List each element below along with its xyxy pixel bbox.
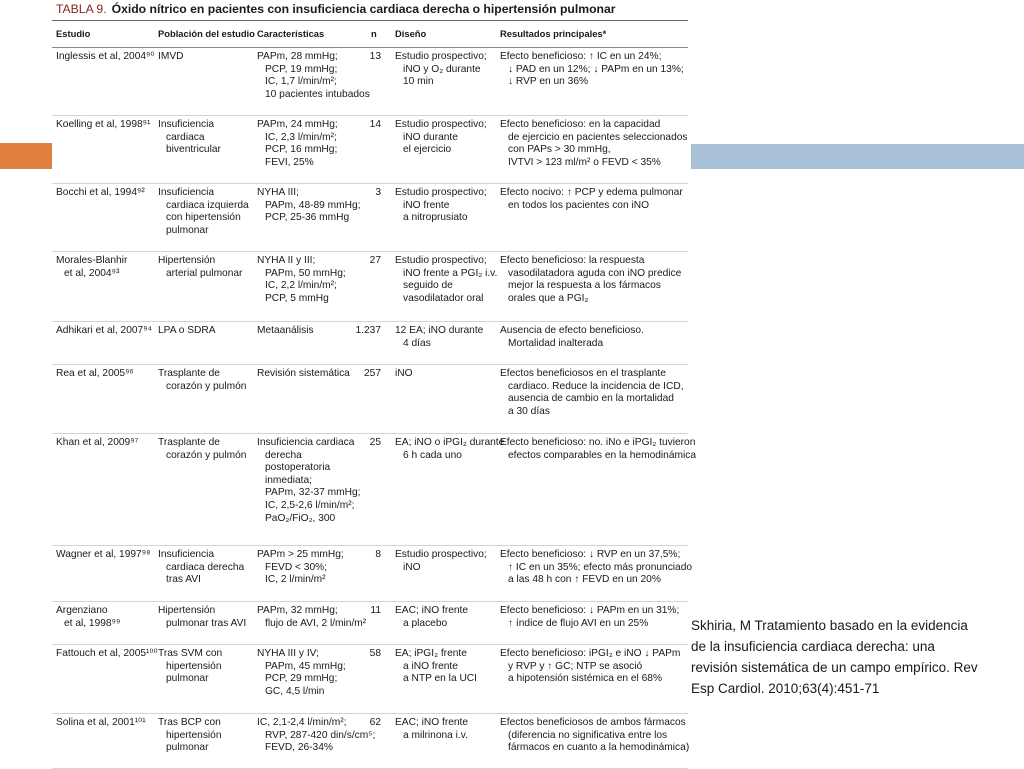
cell-poblacion-line: Tras BCP con	[158, 717, 221, 728]
cell-diseno-line: iNO	[395, 368, 413, 379]
cell-diseno	[395, 325, 483, 350]
cell-diseno-line: a placebo	[403, 617, 448, 629]
cell-resultados-line: orales que a PGI₂	[508, 292, 589, 304]
cell-diseno-line: Estudio prospectivo;	[395, 187, 487, 198]
cell-resultados-line: cardiaco. Reduce la incidencia de ICD,	[508, 380, 684, 392]
cell-resultados	[500, 549, 692, 587]
cell-diseno-line: iNO y O₂ durante	[403, 63, 481, 75]
cell-poblacion	[158, 325, 216, 338]
cell-resultados-line: y RVP y ↑ GC; NTP se asoció	[508, 660, 643, 672]
cell-caracteristicas-line: NYHA II y III;	[257, 255, 316, 266]
cell-caracteristicas	[257, 368, 350, 381]
cell-n: 1.237	[355, 325, 381, 336]
cell-diseno-line: EA; iNO o iPGI₂ durante	[395, 437, 505, 448]
cell-poblacion	[158, 648, 222, 686]
cell-resultados	[500, 437, 696, 462]
cell-caracteristicas	[257, 325, 314, 338]
cell-diseno-line: Estudio prospectivo;	[395, 119, 487, 130]
cell-poblacion	[158, 51, 183, 64]
cell-resultados-line: IVTVI > 123 ml/m² o FEVD < 35%	[508, 156, 661, 168]
cell-n: 62	[369, 717, 381, 728]
cell-caracteristicas-line: FEVD, 26-34%	[265, 742, 333, 754]
citation-text	[691, 615, 1021, 699]
cell-caracteristicas-line: IC, 2,1-2,4 l/min/m²;	[257, 717, 347, 728]
cell-diseno-line: 10 min	[403, 76, 434, 88]
cell-resultados-line: Efecto nocivo: ↑ PCP y edema pulmonar	[500, 187, 683, 198]
citation-line: Skhiria, M Tratamiento basado en la evidencia	[691, 618, 968, 633]
cell-estudio	[56, 325, 152, 338]
cell-estudio	[56, 255, 127, 280]
header-diseno: Diseño	[395, 28, 427, 39]
table-page	[52, 0, 697, 768]
cell-n: 8	[375, 549, 381, 560]
cell-poblacion-line: IMVD	[158, 51, 184, 62]
cell-estudio-line: Solina et al, 2001¹⁰¹	[56, 717, 146, 728]
table-row	[52, 183, 688, 252]
cell-poblacion-line: corazón y pulmón	[166, 380, 247, 392]
cell-caracteristicas-line: NYHA III y IV;	[257, 648, 319, 659]
cell-poblacion-line: Insuficiencia	[158, 187, 215, 198]
cell-diseno	[395, 187, 487, 225]
cell-caracteristicas-line: flujo de AVI, 2 l/min/m²	[265, 617, 367, 629]
table-row	[52, 601, 688, 645]
cell-resultados-line: ausencia de cambio en la mortalidad	[508, 393, 674, 405]
cell-estudio-line: Khan et al, 2009⁹⁷	[56, 437, 139, 448]
cell-poblacion-line: LPA o SDRA	[158, 325, 216, 336]
cell-estudio-line: Koelling et al, 1998⁹¹	[56, 119, 151, 130]
header-estudio: Estudio	[56, 28, 91, 39]
cell-diseno	[395, 648, 477, 686]
table-number: TABLA 9.	[56, 2, 107, 16]
cell-n: 58	[369, 648, 381, 659]
cell-diseno	[395, 549, 487, 574]
cell-diseno-line: Estudio prospectivo;	[395, 51, 487, 62]
orange-accent-bar	[0, 143, 52, 169]
cell-caracteristicas-line: IC, 2,3 l/min/m²;	[265, 131, 337, 143]
cell-caracteristicas-line: postoperatoria	[265, 462, 331, 474]
cell-diseno-line: EAC; iNO frente	[395, 717, 469, 728]
cell-diseno-line: iNO durante	[403, 131, 458, 143]
cell-diseno-line: EAC; iNO frente	[395, 605, 469, 616]
cell-diseno-line: seguido de	[403, 280, 453, 292]
cell-poblacion-line: Tras SVM con	[158, 648, 223, 659]
cell-n: 13	[369, 51, 381, 62]
cell-caracteristicas-line: PCP, 16 mmHg;	[265, 144, 338, 156]
table-row	[52, 545, 693, 602]
cell-caracteristicas-line: PAPm, 45 mmHg;	[265, 660, 346, 672]
cell-resultados	[500, 368, 684, 418]
cell-caracteristicas-line: PaO₂/FiO₂, 300	[265, 512, 336, 524]
cell-estudio-line: Wagner et al, 1997⁹⁸	[56, 549, 151, 560]
cell-diseno-line: Estudio prospectivo;	[395, 255, 487, 266]
cell-diseno-line: iNO frente	[403, 199, 450, 211]
citation-line: Esp Cardiol. 2010;63(4):451-71	[691, 681, 880, 696]
cell-resultados-line: ↑ índice de flujo AVI en un 25%	[508, 617, 649, 629]
cell-resultados-line: Ausencia de efecto beneficioso.	[500, 325, 644, 336]
cell-estudio-line: et al, 2004⁹³	[64, 267, 120, 279]
cell-diseno-line: a milrinona i.v.	[403, 729, 468, 741]
cell-resultados-line: mejor la respuesta a los fármacos	[508, 280, 661, 292]
cell-estudio-line: Bocchi et al, 1994⁹²	[56, 187, 145, 198]
cell-estudio	[56, 119, 150, 132]
cell-caracteristicas-line: PAPm, 48-89 mmHg;	[265, 199, 361, 211]
cell-diseno-line: iNO	[403, 561, 421, 573]
cell-estudio	[56, 51, 155, 64]
cell-caracteristicas-line: 10 pacientes intubados	[265, 88, 370, 100]
cell-diseno-line: a nitroprusiato	[403, 212, 468, 224]
cell-resultados	[500, 717, 689, 755]
cell-diseno-line: 12 EA; iNO durante	[395, 325, 484, 336]
cell-resultados-line: Mortalidad inalterada	[508, 337, 604, 349]
table-row	[52, 364, 688, 434]
cell-poblacion-line: pulmonar tras AVI	[166, 617, 247, 629]
cell-caracteristicas-line: IC, 2 l/min/m²	[265, 574, 326, 586]
cell-resultados-line: con PAPs > 30 mmHg,	[508, 144, 611, 156]
cell-caracteristicas-line: PAPm, 28 mmHg;	[257, 51, 338, 62]
blue-accent-bar	[691, 144, 1024, 169]
cell-diseno	[395, 255, 497, 305]
table-row	[52, 115, 688, 184]
table-row	[52, 251, 688, 322]
cell-poblacion-line: Insuficiencia	[158, 549, 215, 560]
cell-estudio-line: Fattouch et al, 2005¹⁰⁰	[56, 648, 158, 659]
cell-caracteristicas-line: IC, 1,7 l/min/m²;	[265, 76, 337, 88]
cell-resultados	[500, 605, 679, 630]
cell-n: 27	[369, 255, 381, 266]
cell-poblacion	[158, 187, 249, 237]
cell-poblacion-line: corazón y pulmón	[166, 449, 247, 461]
header-poblacion: Población del estudio	[158, 28, 255, 39]
cell-resultados-line: Efectos beneficiosos de ambos fármacos	[500, 717, 686, 728]
cell-poblacion-line: pulmonar	[166, 742, 209, 754]
cell-poblacion-line: cardiaca izquierda	[166, 199, 249, 211]
cell-resultados	[500, 51, 684, 89]
cell-caracteristicas-line: PCP, 5 mmHg	[265, 292, 329, 304]
cell-poblacion-line: Insuficiencia	[158, 119, 215, 130]
cell-diseno-line: Estudio prospectivo;	[395, 549, 487, 560]
cell-resultados-line: Efecto beneficioso: en la capacidad	[500, 119, 661, 130]
cell-diseno	[395, 717, 468, 742]
cell-caracteristicas-line: IC, 2,5-2,6 l/min/m²;	[265, 499, 355, 511]
cell-poblacion-line: con hipertensión	[166, 212, 241, 224]
cell-poblacion-line: Hipertensión	[158, 255, 216, 266]
table-row	[52, 47, 688, 116]
cell-resultados-line: Efecto beneficioso: la respuesta	[500, 255, 645, 266]
cell-n: 11	[370, 605, 381, 616]
cell-n: 25	[369, 437, 381, 448]
cell-n: 257	[364, 368, 381, 379]
cell-estudio	[56, 605, 120, 630]
cell-caracteristicas-line: PAPm, 50 mmHg;	[265, 267, 346, 279]
table-row	[52, 713, 688, 769]
cell-estudio	[56, 187, 145, 200]
cell-caracteristicas-line: PAPm, 32 mmHg;	[257, 605, 338, 616]
cell-poblacion-line: hipertensión	[166, 729, 222, 741]
cell-estudio-line: Morales-Blanhir	[56, 255, 128, 266]
cell-estudio	[56, 368, 134, 381]
cell-poblacion-line: tras AVI	[166, 574, 201, 586]
cell-poblacion	[158, 717, 222, 755]
cell-resultados-line: de ejercicio en pacientes seleccionados	[508, 131, 688, 143]
cell-resultados-line: Efecto beneficioso: ↓ PAPm en un 31%;	[500, 605, 680, 616]
table-title	[56, 3, 615, 16]
cell-resultados-line: en todos los pacientes con iNO	[508, 199, 650, 211]
table-row	[52, 644, 688, 714]
cell-diseno-line: a iNO frente	[403, 660, 458, 672]
cell-resultados	[500, 187, 683, 212]
cell-resultados-line: a las 48 h con ↑ FEVD en un 20%	[508, 574, 661, 586]
cell-caracteristicas-line: PCP, 19 mmHg;	[265, 63, 338, 75]
cell-poblacion-line: Hipertensión	[158, 605, 216, 616]
cell-diseno-line: a NTP en la UCI	[403, 673, 477, 685]
citation-line: de la insuficiencia cardiaca derecha: una	[691, 639, 935, 654]
cell-estudio-line: Rea et al, 2005⁹⁶	[56, 368, 134, 379]
cell-resultados	[500, 648, 680, 686]
cell-diseno-line: iNO frente a PGI₂ i.v.	[403, 267, 498, 279]
cell-resultados-line: fármacos en cuanto a la hemodinámica)	[508, 742, 690, 754]
cell-caracteristicas	[257, 255, 346, 305]
cell-poblacion-line: cardiaca derecha	[166, 561, 245, 573]
cell-caracteristicas	[257, 648, 346, 698]
cell-diseno-line: EA; iPGI₂ frente	[395, 648, 467, 659]
cell-caracteristicas	[257, 437, 361, 525]
cell-resultados	[500, 119, 688, 169]
cell-estudio-line: et al, 1998⁹⁹	[64, 617, 121, 629]
cell-resultados	[500, 325, 644, 350]
cell-caracteristicas-line: PCP, 29 mmHg;	[265, 673, 338, 685]
cell-estudio	[56, 437, 138, 450]
cell-resultados-line: vasodilatadora aguda con iNO predice	[508, 267, 682, 279]
cell-diseno	[395, 605, 468, 630]
cell-poblacion	[158, 605, 246, 630]
cell-caracteristicas-line: PAPm, 32-37 mmHg;	[265, 487, 361, 499]
cell-resultados-line: Efecto beneficioso: ↓ RVP en un 37,5%;	[500, 549, 681, 560]
cell-caracteristicas-line: PAPm, 24 mmHg;	[257, 119, 338, 130]
cell-caracteristicas-line: Metaanálisis	[257, 325, 314, 336]
cell-resultados-line: Efectos beneficiosos en el trasplante	[500, 368, 666, 379]
cell-caracteristicas-line: PCP, 25-36 mmHg	[265, 212, 350, 224]
cell-caracteristicas-line: derecha	[265, 449, 302, 461]
cell-poblacion-line: arterial pulmonar	[166, 267, 243, 279]
header-caracteristicas: Características	[257, 28, 325, 39]
cell-resultados-line: a 30 días	[508, 405, 550, 417]
cell-resultados-line: a hipotensión sistémica en el 68%	[508, 673, 663, 685]
cell-caracteristicas-line: GC, 4,5 l/min	[265, 685, 325, 697]
cell-poblacion-line: hipertensión	[166, 660, 222, 672]
cell-n: 14	[369, 119, 381, 130]
cell-resultados-line: efectos comparables en la hemodinámica	[508, 449, 697, 461]
cell-resultados-line: (diferencia no significativa entre los	[508, 729, 668, 741]
cell-caracteristicas-line: NYHA III;	[257, 187, 299, 198]
cell-estudio	[56, 549, 150, 562]
cell-caracteristicas	[257, 119, 338, 169]
cell-poblacion	[158, 549, 244, 587]
cell-caracteristicas-line: inmediata;	[265, 474, 313, 486]
cell-estudio	[56, 648, 158, 661]
cell-caracteristicas-line: Insuficiencia cardiaca	[257, 437, 355, 448]
cell-poblacion	[158, 119, 221, 157]
cell-poblacion-line: Trasplante de	[158, 368, 220, 379]
cell-poblacion-line: Trasplante de	[158, 437, 220, 448]
cell-diseno-line: 4 días	[403, 337, 431, 349]
cell-caracteristicas-line: FEVI, 25%	[265, 156, 314, 168]
cell-poblacion-line: pulmonar	[166, 224, 209, 236]
cell-caracteristicas-line: Revisión sistemática	[257, 368, 350, 379]
cell-poblacion-line: cardiaca	[166, 131, 205, 143]
cell-diseno-line: vasodilatador oral	[403, 292, 484, 304]
cell-caracteristicas-line: FEVD < 30%;	[265, 561, 328, 573]
cell-resultados	[500, 255, 681, 305]
cell-caracteristicas-line: PAPm > 25 mmHg;	[257, 549, 344, 560]
cell-poblacion-line: biventricular	[166, 144, 221, 156]
cell-resultados-line: ↓ PAD en un 12%; ↓ PAPm en un 13%;	[508, 63, 684, 75]
cell-diseno	[395, 51, 487, 89]
cell-diseno-line: el ejercicio	[403, 144, 452, 156]
cell-resultados-line: Efecto beneficioso: no. iNo e iPGI₂ tuvieron	[500, 437, 696, 448]
cell-caracteristicas	[257, 549, 344, 587]
cell-caracteristicas-line: RVP, 287-420 din/s/cm⁵;	[265, 729, 376, 741]
cell-poblacion	[158, 255, 242, 280]
cell-resultados-line: ↓ RVP en un 36%	[508, 76, 589, 88]
cell-estudio-line: Inglessis et al, 2004⁹⁰	[56, 51, 155, 62]
cell-estudio-line: Adhikari et al, 2007⁹⁴	[56, 325, 152, 336]
cell-resultados-line: Efecto beneficioso: ↑ IC en un 24%;	[500, 51, 662, 62]
header-n: n	[371, 28, 377, 39]
cell-estudio	[56, 717, 146, 730]
table-title-text: Óxido nítrico en pacientes con insuficiencia cardiaca derecha o hipertensión pulmonar	[111, 2, 616, 16]
cell-diseno	[395, 437, 504, 462]
cell-caracteristicas-line: IC, 2,2 l/min/m²;	[265, 280, 337, 292]
cell-resultados-line: Efecto beneficioso: iPGI₂ e iNO ↓ PAPm	[500, 648, 681, 659]
table-header	[52, 20, 688, 48]
cell-poblacion	[158, 368, 246, 393]
citation-line: revisión sistemática de un campo empírico. Rev	[691, 660, 978, 675]
table-row	[52, 321, 688, 365]
table-row	[52, 433, 697, 546]
cell-estudio-line: Argenziano	[56, 605, 108, 616]
cell-poblacion	[158, 437, 246, 462]
cell-diseno	[395, 368, 413, 381]
header-resultados: Resultados principales*	[500, 28, 607, 39]
cell-poblacion-line: pulmonar	[166, 673, 209, 685]
cell-diseno-line: 6 h cada uno	[403, 449, 462, 461]
cell-resultados-line: ↑ IC en un 35%; efecto más pronunciado	[508, 561, 693, 573]
cell-diseno	[395, 119, 487, 157]
cell-n: 3	[375, 187, 381, 198]
